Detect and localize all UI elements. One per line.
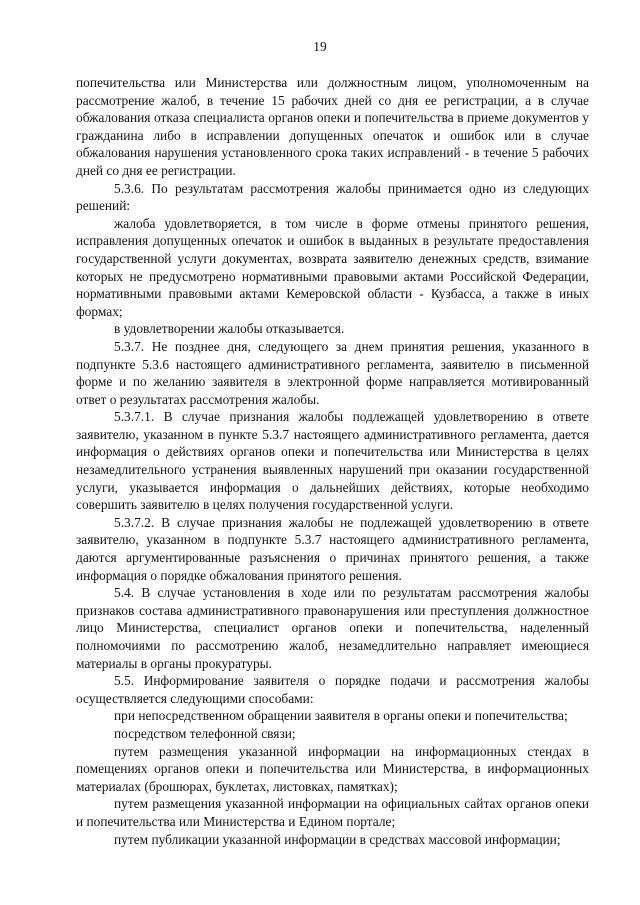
paragraph: в удовлетворении жалобы отказывается. [114, 321, 345, 337]
page-number: 19 [313, 39, 327, 54]
paragraph: посредством телефонной связи; [114, 725, 296, 741]
paragraph: 5.3.7.2. В случае признания жалобы не подлежащей удовлетворению в ответе заявителю, указанном в подпункте 5.3.7 настоящего административного регламента, даются аргументированные разъяснения о причинах принятого решения, а также информация о порядке обжалования принятого решения. [76, 514, 589, 583]
paragraph: попечительства или Министерства или должностным лицом, уполномоченным на рассмотрение жалоб, в течение 15 рабочих дней со дня ее регистрации, а в случае обжалования отказа специалиста органов опеки и попечительства в приеме документов у гражданина либо в исправлении допущенных опечаток и ошибок или в случае обжалования нарушения установленного срока таких исправлений - в течение 5 рабочих дней со дня ее регистрации. [76, 75, 589, 178]
paragraph: 5.4. В случае установления в ходе или по результатам рассмотрения жалобы признаков состава административного правонарушения или преступления должностное лицо Министерства, специалист органов опеки и попечительства, наделенный полномочиями по рассмотрению жалоб, незамедлительно направляет имеющиеся материалы в органы прокуратуры. [76, 585, 589, 671]
document-body [76, 74, 589, 848]
paragraph: 5.3.6. По результатам рассмотрения жалобы принимается одно из следующих решений: [76, 180, 589, 214]
paragraph: путем размещения указанной информации на информационных стендах в помещениях органов опеки и попечительства или Министерства, в информационных материалах (брошюрах, буклетах, листовках, памятках); [76, 743, 589, 794]
paragraph: жалоба удовлетворяется, в том числе в форме отмены принятого решения, исправления допущенных опечаток и ошибок в выданных в результате предоставления государственной услуги документах, возврата заявителю денежных средств, взимание которых не предусмотрено нормативными правовыми актами Российской Федерации, нормативными правовыми актами Кемеровской области - Кузбасса, а также в иных формах; [76, 215, 589, 319]
paragraph: 5.3.7.1. В случае признания жалобы подлежащей удовлетворению в ответе заявителю, указанном в пункте 5.3.7 настоящего административного регламента, дается информация о действиях органов опеки и попечительства или Министерства в целях незамедлительного устранения выявленных нарушений при оказании государственной услуги, указывается информация о дальнейших действиях, которые необходимо совершить заявителю в целях получения государственной услуги. [76, 409, 589, 513]
paragraph: путем публикации указанной информации в средствах массовой информации; [114, 831, 561, 847]
paragraph: при непосредственном обращении заявителя в органы опеки и попечительства; [114, 708, 568, 724]
paragraph: 5.5. Информирование заявителя о порядке подачи и рассмотрения жалобы осуществляется следующими способами: [76, 673, 589, 706]
paragraph: 5.3.7. Не позднее дня, следующего за днем принятия решения, указанного в подпункте 5.3.6 настоящего административного регламента, заявителю в письменной форме и по желанию заявителя в электронной форме направляется мотивированный ответ о результатах рассмотрения жалобы. [76, 338, 589, 407]
paragraph: путем размещения указанной информации на официальных сайтах органов опеки и попечительства или Министерства и Едином портале; [76, 796, 589, 829]
